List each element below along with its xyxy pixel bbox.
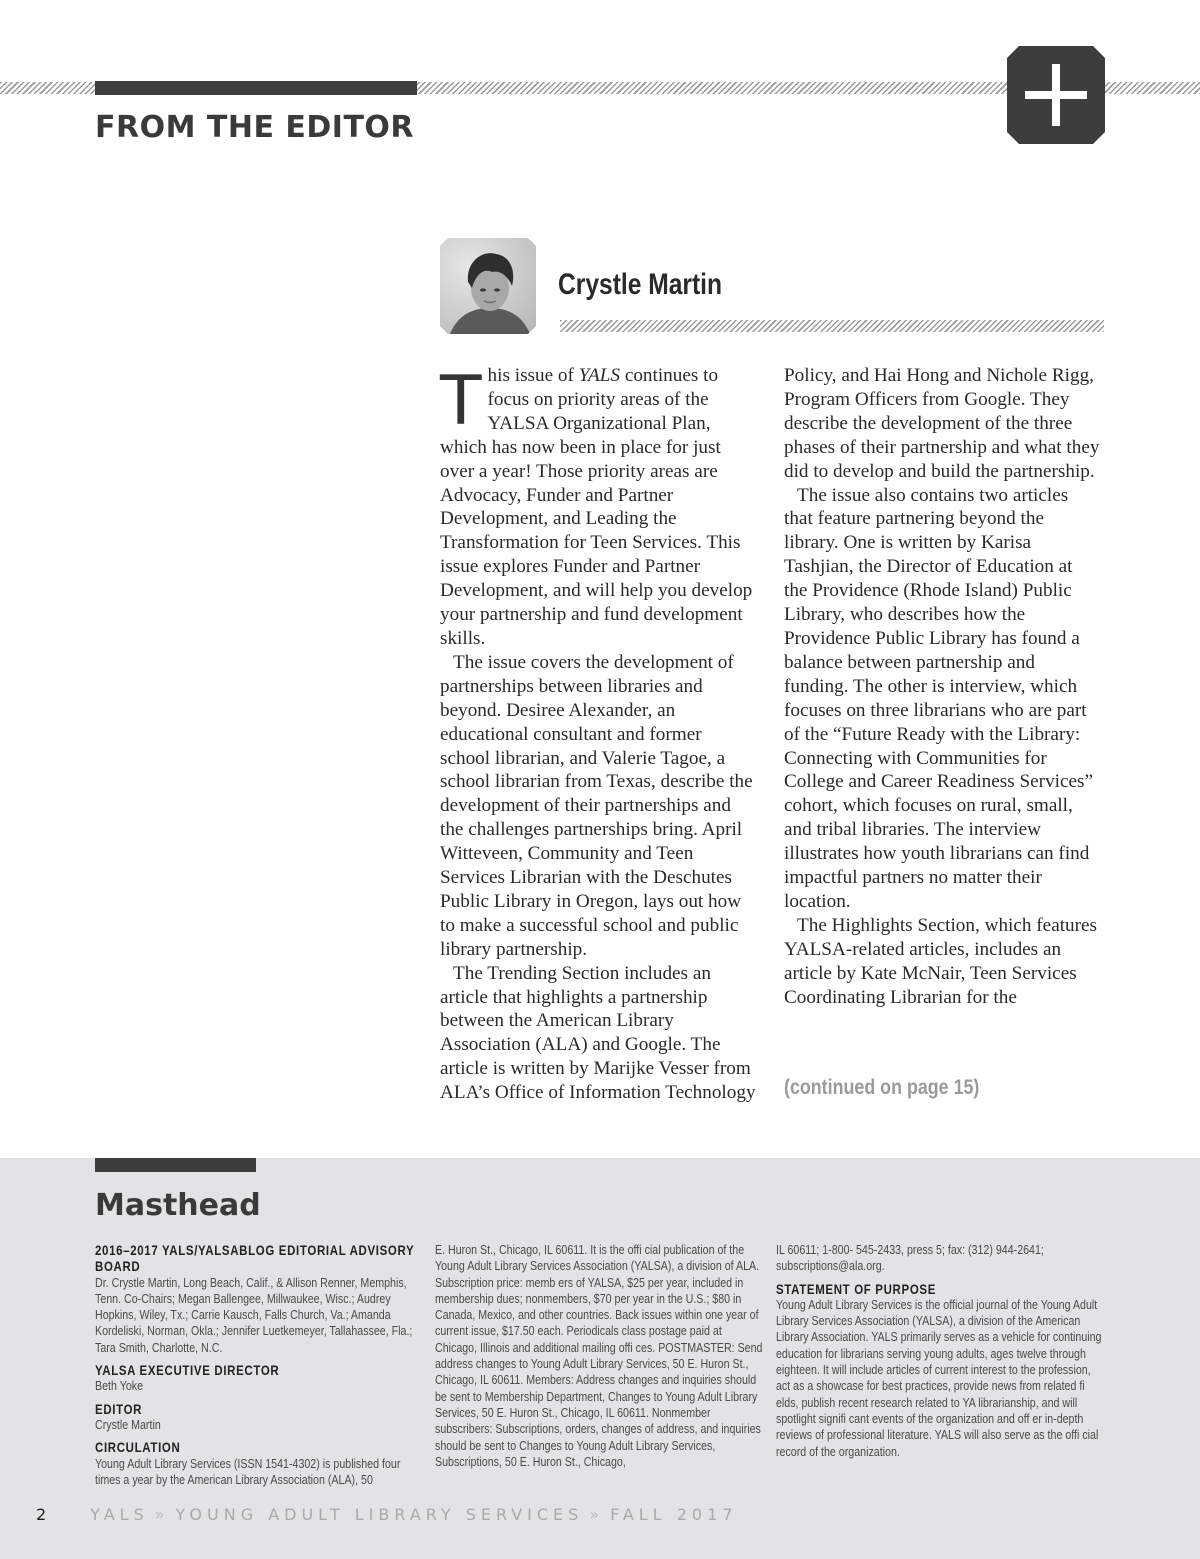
- editor-heading: EDITOR: [95, 1400, 143, 1417]
- article-paragraph: The Trending Section includes an article that highlights a partnership between the American Library Association (ALA) and Google. The article is written by Marijke Vesser from ALA’s Office of Information Technology: [440, 962, 756, 1104]
- article-column-left: [440, 364, 756, 1105]
- continued-link[interactable]: (continued on page 15): [784, 1076, 980, 1099]
- journal-full: YOUNG ADULT LIBRARY SERVICES: [175, 1505, 584, 1524]
- journal-short: YALS: [90, 1505, 149, 1524]
- article-paragraph: Policy, and Hai Hong and Nichole Rigg, Program Officers from Google. They describe the development of the three phases of their partnership and what they did to develop and build the partnership.: [784, 365, 1100, 482]
- article-column-right: [784, 364, 1100, 1009]
- page-number: 2: [36, 1505, 47, 1524]
- author-name: Crystle Martin: [558, 268, 723, 301]
- author-hatch-rule: [560, 320, 1104, 332]
- circulation-text: IL 60611; 1-800- 545-2433, press 5; fax: (312) 944-2641; subscriptions@ala.org.: [776, 1242, 1044, 1274]
- section-title: FROM THE EDITOR: [95, 110, 415, 145]
- header-bar: [95, 81, 417, 95]
- journal-name: YALS: [578, 365, 621, 386]
- issue-label: FALL 2017: [610, 1505, 738, 1524]
- circulation-heading: CIRCULATION: [95, 1439, 181, 1456]
- author-photo: [440, 238, 536, 334]
- director-heading: YALSA EXECUTIVE DIRECTOR: [95, 1362, 280, 1379]
- article-paragraph: The Highlights Section, which features YALSA-related articles, includes an article by Kate McNair, Teen Services Coordinating Librarian for the: [784, 914, 1098, 1008]
- article-paragraph: The issue covers the development of partnerships between libraries and beyond. Desiree Alexander, an educational consultant and former school librarian, and Valerie Tagoe, a school librarian from Texas, describe the development of their partnerships and the challenges partnerships bring. April Witteveen, Community and Teen Services Librarian with the Deschutes Public Library in Oregon, lays out how to make a successful school and public library partnership.: [440, 651, 753, 960]
- editor-name: Crystle Martin: [95, 1416, 161, 1432]
- footer-separator: »: [589, 1505, 605, 1524]
- board-heading: 2016–2017 YALS/YALSABLOG EDITORIAL ADVISORY BOARD: [95, 1242, 415, 1275]
- masthead-column-3: [776, 1242, 1104, 1460]
- director-name: Beth Yoke: [95, 1378, 144, 1394]
- purpose-heading: STATEMENT OF PURPOSE: [776, 1280, 937, 1297]
- page-footer: [36, 1505, 737, 1524]
- masthead-title: Masthead: [95, 1188, 261, 1223]
- masthead-column-1: [95, 1242, 423, 1488]
- masthead-panel: [0, 1158, 1200, 1559]
- circulation-text: Young Adult Library Services (ISSN 1541-4302) is published four times a year by the American Library Association (ALA), 50: [95, 1455, 401, 1487]
- footer-separator: »: [154, 1505, 170, 1524]
- article-paragraph: This issue of YALS continues to focus on priority areas of the YALSA Organizational Plan, which has now been in place for just over a year! Those priority areas are Advocacy, Funder and Partner Development, and Leading the Transformation for Teen Services. This issue explores Funder and Partner Development, and will help you develop your partnership and fund development skills.: [440, 362, 753, 649]
- board-text: Dr. Crystle Martin, Long Beach, Calif., & Allison Renner, Memphis, Tenn. Co-Chairs; Megan Ballengee, Millwaukee, Wisc.; Audrey Hopkins, Wiley, Tx.; Carrie Kausch, Falls Church, Va.; Amanda Kordeliski, Norman, Okla.; Jennifer Luetkemeyer, Tallahassee, Fla.; Tara Smith, Charlotte, N.C.: [95, 1274, 413, 1355]
- circulation-text: E. Huron St., Chicago, IL 60611. It is the offi cial publication of the Young Adult Library Services Association (YALSA), a division of ALA. Subscription price: memb ers of YALSA, $25 per year, included in membership dues; nonmembers, $70 per year in the U.S.; $80 in Canada, Mexico, and other countries. Back issues within one year of current issue, $17.50 each. Periodicals class postage paid at Chicago, Illinois and additional mailing offi ces. POSTMASTER: Send address changes to Young Adult Library Services, 50 E. Huron St., Chicago, IL 60611. Members: Address changes and inquiries should be sent to Membership Department, Changes to Young Adult Library Services, 50 E. Huron St., Chicago, IL 60611. Nonmember subscribers: Subscriptions, orders, changes of address, and inquiries should be sent to Changes to Young Adult Library Services, Subscriptions, 50 E. Huron St., Chicago,: [435, 1242, 763, 1469]
- masthead-column-2: [435, 1242, 763, 1470]
- article-paragraph: The issue also contains two articles that feature partnering beyond the library. One is written by Karisa Tashjian, the Director of Education at the Providence (Rhode Island) Public Library, who describes how the Providence Public Library has found a balance between partnership and funding. The other is interview, which focuses on three librarians who are part of the “Future Ready with the Library: Connecting with Communities for College and Career Readiness Services” cohort, which focuses on rural, small, and tribal libraries. The interview illustrates how youth librarians can find impactful partners no matter their location.: [784, 484, 1094, 912]
- masthead-bar: [95, 1158, 256, 1172]
- purpose-text: Young Adult Library Services is the official journal of the Young Adult Library Services Association (YALSA), a division of the American Library Association. YALS primarily serves as a vehicle for continuing education for librarians serving young adults, ages twelve through eighteen. It will include articles of current interest to the profession, act as a showcase for best practices, provide news from related fi elds, publish recent research related to YA librarianship, and will spotlight signifi cant events of the organization and off er in-depth reviews of professional literature. YALS will also serve as the offi cial record of the organization.: [776, 1296, 1102, 1459]
- plus-icon: [1007, 46, 1105, 144]
- drop-cap: T: [440, 362, 482, 441]
